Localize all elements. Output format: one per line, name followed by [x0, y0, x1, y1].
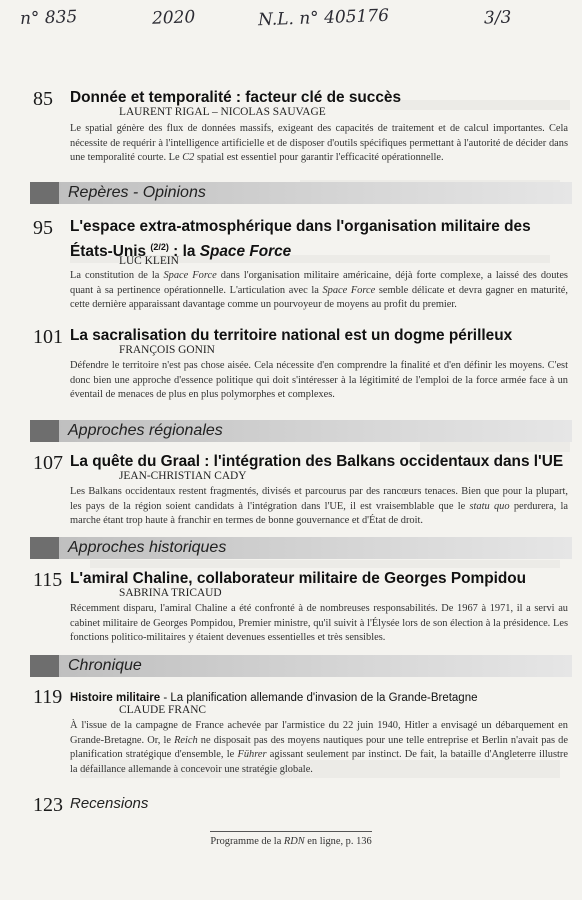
article-title[interactable]: L'espace extra-atmosphérique dans l'organisation militaire des États-Unis $^{(2/2)}$ : la Space Force	[70, 218, 531, 261]
section-marker	[30, 537, 59, 559]
article-summary: Défendre le territoire n'est pas chose aisée. Cela nécessite d'en comprendre la finalité et d'en définir les moyens. C'est donc bien une approche d'essence politique qui doit s'intéresser à la légitimité de l'emploi de la force armée face à un éventail de menaces de plus en plus polymorphes et complexes.	[70, 360, 568, 401]
handwritten-note-reference: N.L. n° 405176	[257, 5, 390, 31]
article-title[interactable]: L'amiral Chaline, collaborateur militaire de Georges Pompidou	[70, 570, 527, 587]
section-marker	[30, 420, 59, 442]
section-label: Chronique	[68, 657, 142, 674]
section-header-reperes	[30, 182, 572, 204]
article-author: JEAN-CHRISTIAN CADY	[119, 470, 247, 482]
article-author: LAURENT RIGAL – NICOLAS SAUVAGE	[119, 106, 326, 118]
recensions-title[interactable]: Recensions	[70, 795, 149, 812]
section-label: Approches régionales	[68, 422, 223, 439]
article-author: SABRINA TRICAUD	[119, 587, 222, 599]
footer-rule	[210, 831, 372, 832]
article-author: FRANÇOIS GONIN	[119, 344, 215, 356]
handwritten-note-year: 2020	[151, 7, 196, 29]
article-title[interactable]: Donnée et temporalité : facteur clé de succès	[70, 89, 402, 106]
article-title[interactable]: La quête du Graal : l'intégration des Balkans occidentaux dans l'UE	[70, 453, 564, 470]
article-title[interactable]: Histoire militaire - La planification allemande d'invasion de la Grande-Bretagne	[70, 692, 478, 704]
page-number-123: 123	[33, 794, 63, 816]
article-summary: À l'issue de la campagne de France achevée par l'armistice du 22 juin 1940, Hitler a envisagé un débarquement en Grande-Bretagne. Or, le Reich ne disposait pas des moyens nautiques pour une telle entreprise et Berlin n'avait pas de planification stratégique d'ensemble, le Führer agissant seulement par instinct. De fait, la bataille d'Angleterre illustre la défaillance allemande à concevoir une stratégie globale.	[70, 720, 568, 775]
page-number: 101	[33, 326, 63, 348]
section-marker	[30, 655, 59, 677]
section-header-historiques	[30, 537, 572, 559]
page-number: 115	[33, 569, 63, 591]
page-number: 95	[33, 217, 53, 239]
section-marker	[30, 182, 59, 204]
article-summary: La constitution de la Space Force dans l'organisation militaire américaine, déjà forte complexe, a laissé des doutes quant à sa pertinence opérationnelle. L'articulation avec la Space Force semble délicate et devra gagner en maturité, cette dernière apparaissant davantage comme un pourvoyeur de moyens au profit du premier.	[70, 270, 568, 311]
article-summary: Le spatial génère des flux de données massifs, exigeant des capacités de traitement et de calcul importantes. Cela nécessite de requérir à l'intelligence artificielle et de disposer d'outils spécifiques permettant à l'autorité de décider dans une temporalité courte. Le C2 spatial est essentiel pour garantir l'efficacité opérationnelle.	[70, 123, 568, 164]
handwritten-note-number: n° 835	[19, 7, 78, 29]
article-author: CLAUDE FRANC	[119, 704, 207, 716]
article-author: LUC KLEIN	[119, 255, 179, 267]
page-number: 119	[33, 686, 63, 708]
article-summary: Les Balkans occidentaux restent fragmentés, divisés et parcourus par des rancœurs tenaces. Bien que pour la plupart, les pays de la région soient candidats à l'intégration dans l'UE, il est vraisemblable que le statu quo perdurera, la marche étant trop haute à franchir en termes de bonne gouvernance et d'État de droit.	[70, 486, 568, 527]
page-number: 85	[33, 88, 53, 110]
section-label: Repères - Opinions	[68, 184, 206, 201]
handwritten-note-page: 3/3	[483, 7, 512, 29]
section-header-chronique	[30, 655, 572, 677]
page-number: 107	[33, 452, 63, 474]
article-title[interactable]: La sacralisation du territoire national est un dogme périlleux	[70, 327, 513, 344]
section-header-regionales	[30, 420, 572, 442]
article-summary: Récemment disparu, l'amiral Chaline a été confronté à de nombreuses responsabilités. De 1967 à 1971, il a servi au cabinet militaire de Georges Pompidou, Premier ministre, qu'il suivit à l'Élysée lors de son élection à la présidence. Les fonctions politico-militaires y étaient devenues essentielles et très sensibles.	[70, 603, 568, 644]
section-label: Approches historiques	[68, 539, 227, 556]
footer-note: Programme de la RDN en ligne, p. 136	[210, 836, 372, 847]
